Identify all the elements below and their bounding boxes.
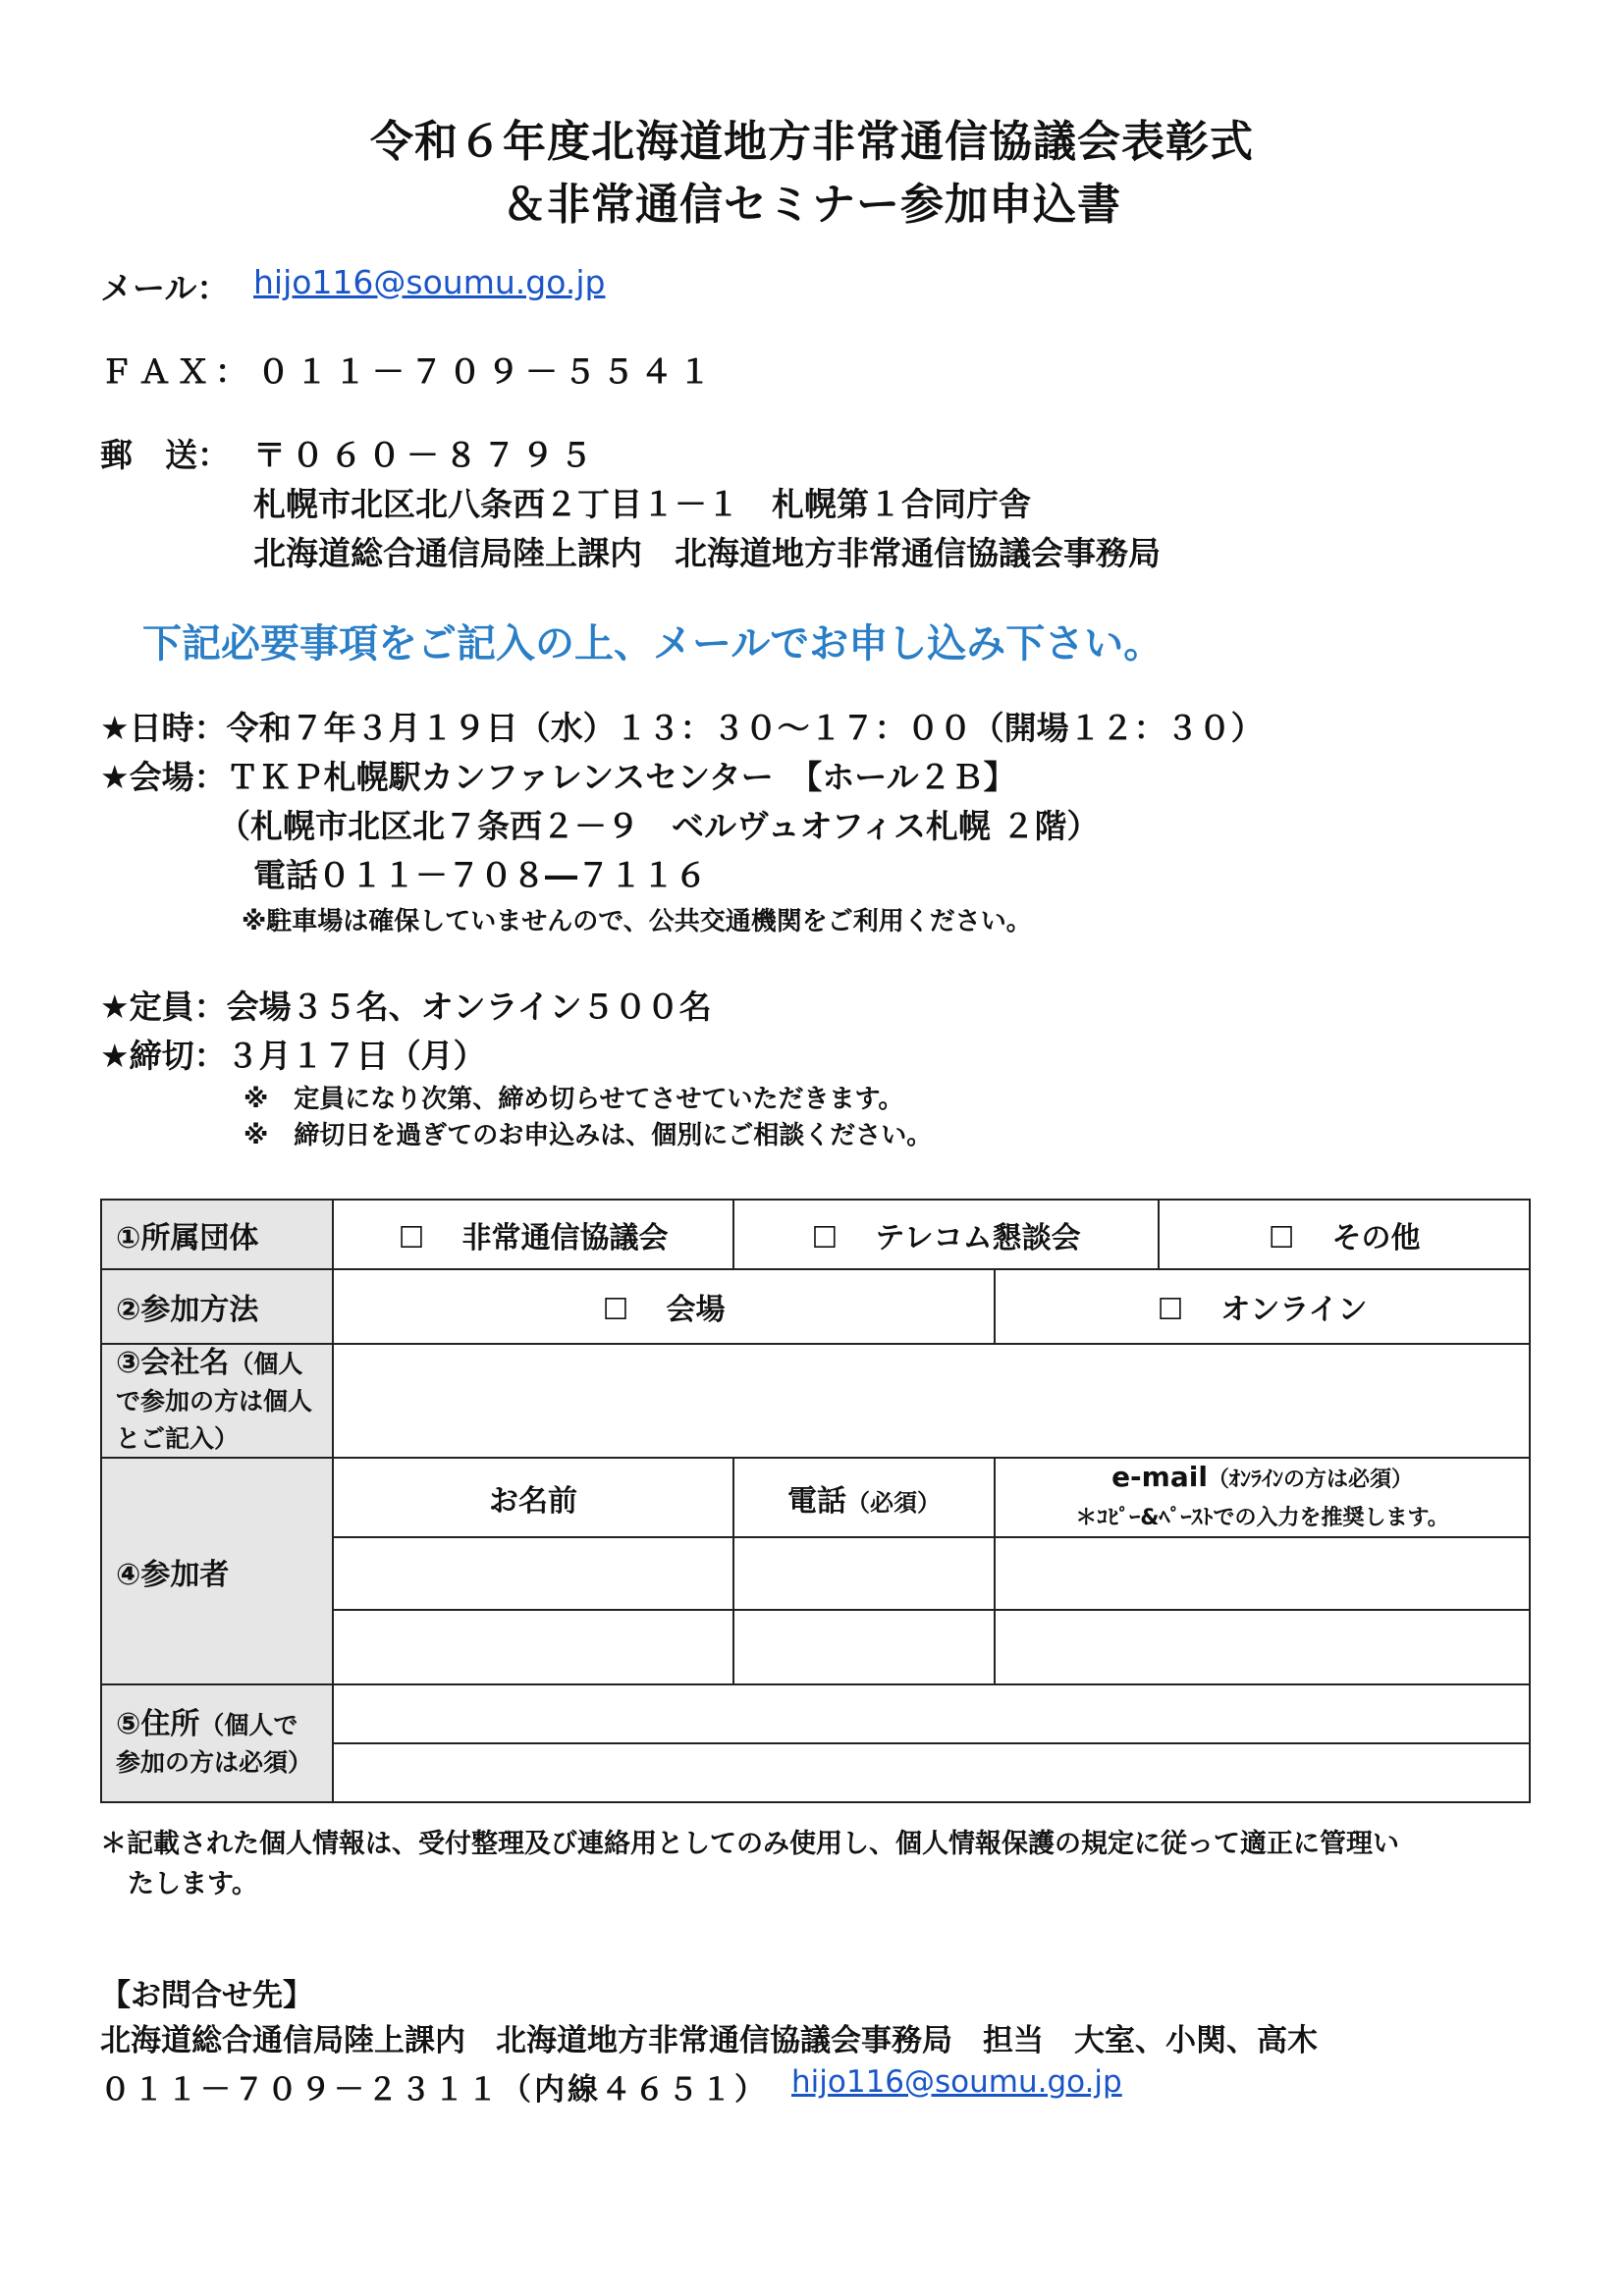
col-name-header: お名前 — [333, 1458, 733, 1537]
post-zip: 〒０６０－８７９５ — [253, 436, 598, 474]
privacy-note-line1: ＊記載された個人情報は、受付整理及び連絡用としてのみ使用し、個人情報保護の規定に従って適正に管理い — [100, 1829, 1399, 1859]
row-participants-header — [101, 1458, 1530, 1537]
checkbox-icon[interactable]: ☐ — [398, 1220, 425, 1255]
participant-phone-input[interactable] — [733, 1537, 995, 1610]
col-phone-header: 電話（必須） — [733, 1458, 995, 1537]
post-address-line1: 札幌市北区北八条西２丁目１－１ 札幌第１合同庁舎 — [253, 485, 1031, 523]
fax-number: ０１１－７０９－５５４１ — [257, 352, 717, 391]
application-form — [100, 1199, 1531, 1803]
page-title-line1: 令和６年度北海道地方非常通信協議会表彰式 — [370, 117, 1254, 167]
participant-name-input[interactable] — [333, 1537, 733, 1610]
participant-name-input[interactable] — [333, 1610, 733, 1684]
participant-email-input[interactable] — [995, 1610, 1530, 1684]
company-input[interactable] — [333, 1344, 1530, 1458]
participant-email-input[interactable] — [995, 1537, 1530, 1610]
address-input-line1[interactable] — [333, 1684, 1530, 1743]
inquiry-phone: ０１１－７０９－２３１１（内線４６５１） — [100, 2072, 768, 2108]
checkbox-icon[interactable]: ☐ — [1157, 1293, 1184, 1327]
event-capacity: ★定員：会場３５名、オンライン５００名 — [100, 988, 712, 1026]
participation-header: ②参加方法 — [101, 1269, 333, 1344]
row-affiliation — [101, 1200, 1530, 1269]
option-participation-venue[interactable]: ☐ 会場 — [333, 1269, 995, 1344]
event-deadline: ★締切：３月１７日（月） — [100, 1037, 486, 1075]
address-header: ⑤住所（個人で 参加の方は必須） — [101, 1684, 333, 1802]
participants-header: ④参加者 — [101, 1458, 333, 1684]
affiliation-header: ①所属団体 — [101, 1200, 333, 1269]
row-company — [101, 1344, 1530, 1458]
deadline-note-2: ※ 締切日を過ぎてのお申込みは、個別にご相談ください。 — [244, 1121, 933, 1150]
instruction-text: 下記必要事項をご記入の上、メールでお申し込み下さい。 — [142, 621, 1164, 667]
company-header: ③会社名（個人 で参加の方は個人とご記入） — [101, 1344, 333, 1458]
parking-note: ※駐車場は確保していませんので、公共交通機関をご利用ください。 — [242, 907, 1032, 936]
option-affiliation-council[interactable]: ☐ 非常通信協議会 — [333, 1200, 733, 1269]
fax-label: ＦＡＸ： — [100, 352, 253, 391]
inquiry-email-link[interactable]: hijo116@soumu.go.jp — [791, 2064, 1122, 2100]
option-participation-online[interactable]: ☐ オンライン — [995, 1269, 1530, 1344]
col-email-header: e-mail（ｵﾝﾗｲﾝの方は必須） ＊ｺﾋﾟｰ&ﾍﾟｰｽﾄでの入力を推奨します。 — [995, 1458, 1530, 1537]
inquiry-office: 北海道総合通信局陸上課内 北海道地方非常通信協議会事務局 担当 大室、小関、高木 — [100, 2023, 1318, 2058]
mail-label: メール： — [100, 269, 230, 307]
address-input-line2[interactable] — [333, 1743, 1530, 1802]
mail-link[interactable]: hijo116@soumu.go.jp — [253, 263, 606, 301]
row-participation — [101, 1269, 1530, 1344]
option-affiliation-other[interactable]: ☐ その他 — [1159, 1200, 1530, 1269]
page-title-line2: ＆非常通信セミナー参加申込書 — [503, 180, 1121, 230]
participant-phone-input[interactable] — [733, 1610, 995, 1684]
row-address — [101, 1684, 1530, 1743]
option-affiliation-telecom[interactable]: ☐ テレコム懇談会 — [733, 1200, 1159, 1269]
event-venue-address: （札幌市北区北７条西２－９ ベルヴュオフィス札幌 ２階） — [218, 807, 1100, 845]
checkbox-icon[interactable]: ☐ — [811, 1220, 839, 1255]
event-venue: ★会場：ＴＫＰ札幌駅カンファレンスセンター 【ホール２Ｂ】 — [100, 758, 1016, 796]
checkbox-icon[interactable]: ☐ — [602, 1293, 629, 1327]
post-label: 郵 送： — [100, 436, 230, 474]
event-datetime: ★日時：令和７年３月１９日（水）１３：３０～１７：００（開場１２：３０） — [100, 709, 1264, 747]
deadline-note-1: ※ 定員になり次第、締め切らせてさせていただきます。 — [244, 1085, 904, 1114]
event-venue-phone: 電話０１１－７０８―７１１６ — [253, 856, 707, 894]
inquiry-heading: 【お問合せ先】 — [100, 1978, 313, 2013]
checkbox-icon[interactable]: ☐ — [1268, 1220, 1295, 1255]
post-address-line2: 北海道総合通信局陸上課内 北海道地方非常通信協議会事務局 — [253, 534, 1161, 572]
privacy-note-line2: たします。 — [128, 1869, 258, 1899]
